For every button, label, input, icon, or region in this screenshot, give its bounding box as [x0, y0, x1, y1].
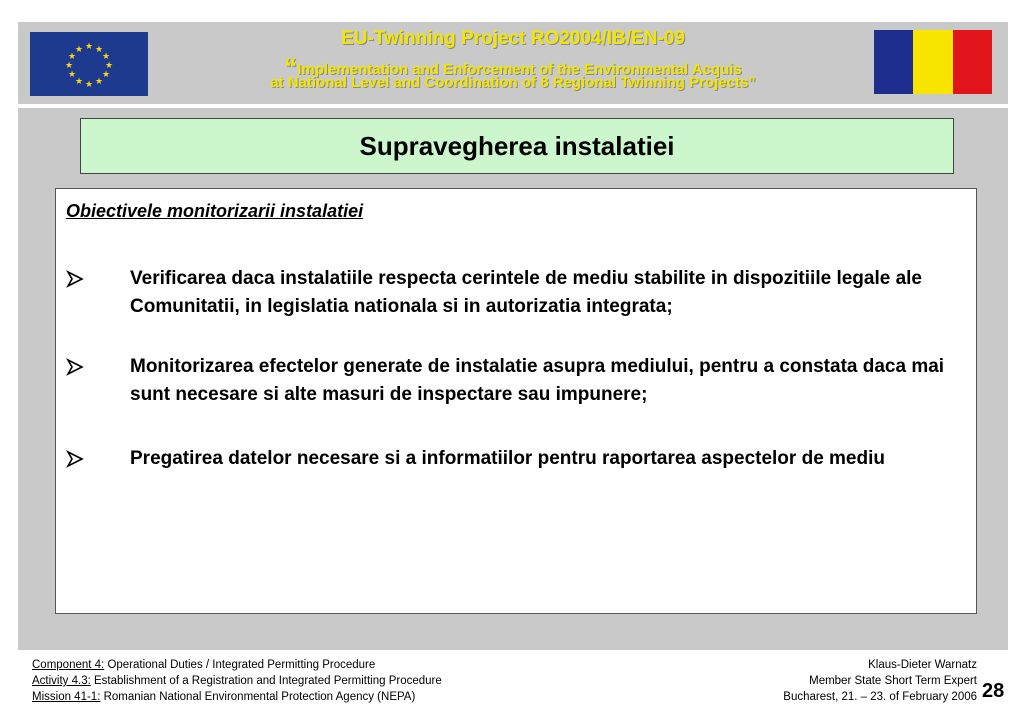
footer-text: Establishment of a Registration and Integrated Permitting Procedure: [90, 675, 442, 687]
svg-text:★: ★: [94, 45, 104, 55]
project-subtitle-line2: at National Level and Coordination of 8 Regional Twinning Projects”: [270, 74, 756, 91]
svg-text:★: ★: [84, 80, 94, 90]
opening-quote: “: [284, 52, 298, 82]
content-subtitle: Obiectivele monitorizarii instalatiei: [66, 201, 364, 221]
svg-text:★: ★: [67, 70, 77, 80]
svg-text:★: ★: [84, 42, 94, 52]
footer-date: Bucharest, 21. – 23. of February 2006: [783, 691, 977, 703]
romania-flag-icon: [874, 30, 992, 94]
bullet-text: Pregatirea datelor necesare si a informatiilor pentru raportarea aspectelor de mediu: [130, 448, 885, 469]
slide-title: Supravegherea instalatiei: [80, 118, 954, 174]
page-number: 28: [982, 680, 1005, 702]
arrow-bullet-icon: [66, 445, 86, 477]
svg-text:★: ★: [74, 45, 84, 55]
svg-text:★: ★: [104, 61, 114, 71]
footer-label: Mission 41-1:: [32, 691, 101, 703]
footer-mission-line: [32, 689, 592, 705]
footer-label: Component 4:: [32, 659, 105, 671]
bullet-text: Monitorizarea efectelor generate de instalatie asupra mediului, pentru a constata daca mai sunt necesare si alte masuri de inspectare sau impunere;: [130, 356, 945, 405]
svg-text:★: ★: [94, 77, 104, 87]
project-subtitle-text: Implementation and Enforcement of the Environmental Acquis: [297, 61, 742, 78]
footer-role: Member State Short Term Expert: [809, 675, 977, 687]
header-banner: [18, 22, 1008, 104]
footer-right: [677, 657, 977, 705]
footer-text: Romanian National Environmental Protection Agency (NEPA): [100, 691, 416, 703]
project-title: EU-Twinning Project RO2004/IB/EN-09: [341, 28, 685, 49]
svg-text:★: ★: [74, 77, 84, 87]
arrow-bullet-icon: [66, 353, 86, 385]
arrow-bullet-icon: [66, 265, 86, 297]
footer-label: Activity 4.3:: [32, 675, 91, 687]
footer-component-line: [32, 657, 592, 673]
eu-flag-icon: [30, 32, 148, 96]
footer-text: Operational Duties / Integrated Permitting Procedure: [104, 659, 376, 671]
svg-text:★: ★: [101, 70, 111, 80]
svg-text:★: ★: [67, 52, 77, 62]
svg-text:★: ★: [64, 61, 74, 71]
footer-author: Klaus-Dieter Warnatz: [868, 659, 977, 671]
svg-text:★: ★: [101, 52, 111, 62]
footer-activity-line: [32, 673, 592, 689]
content-box: [55, 188, 977, 614]
footer-left: [32, 657, 592, 705]
bullet-text: Verificarea daca instalatiile respecta cerintele de mediu stabilite in dispozitiile legale ale Comunitatii, in legislatia nationala si in autorizatia integrata;: [130, 268, 922, 317]
